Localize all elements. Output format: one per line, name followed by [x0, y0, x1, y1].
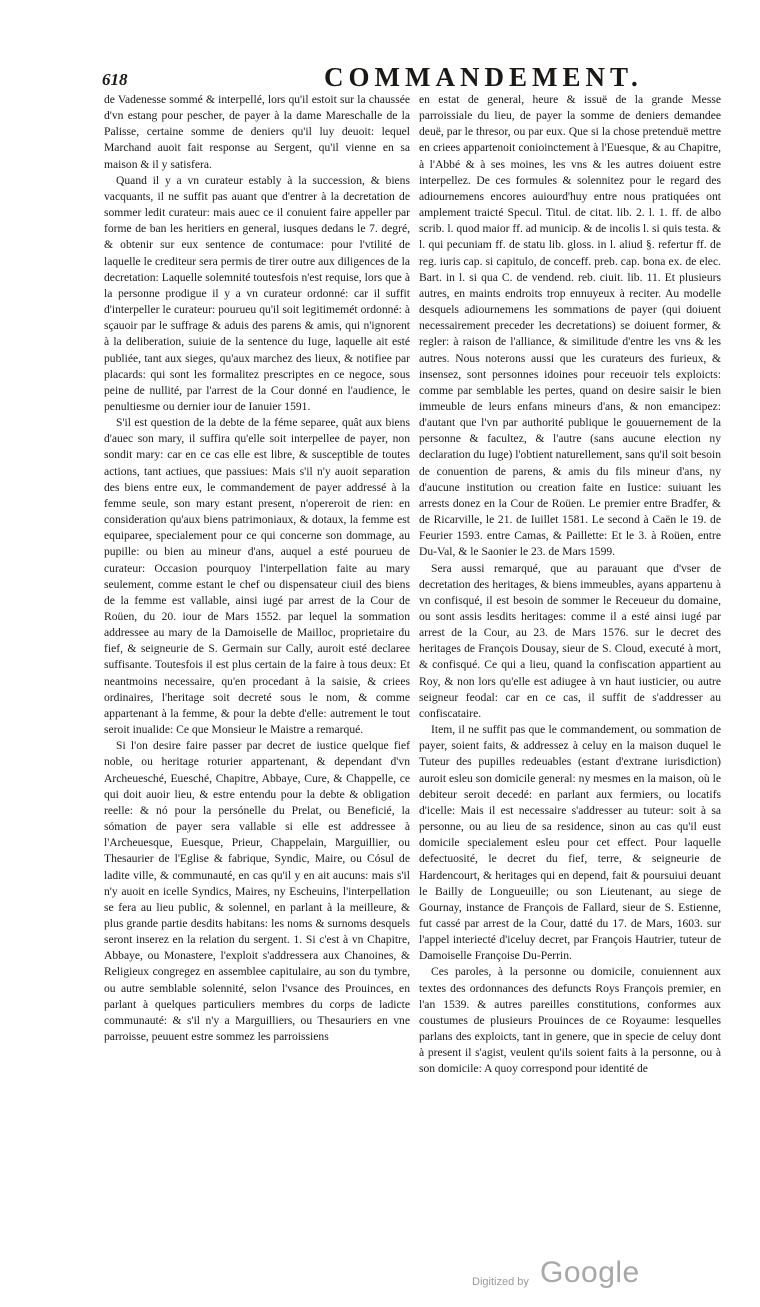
- page-number: 618: [102, 70, 128, 89]
- paragraph: Ces paroles, à la personne ou domicile, conuiennent aux textes des ordonnances des defuncts Roys François premier, en l'an 1539. & autres pareilles constitutions, conformes aux coustumes de plusieurs Prouinces de ce Royaume: lesquelles parlans des exploicts, tant in genere, que in specie de celuy dont à present il s'agist, veulent qu'ils soient faits à la personne, ou à son domicile: A quoy correspond pour identité de: [419, 965, 721, 1076]
- google-watermark: [468, 1256, 668, 1296]
- paragraph: de Vadenesse sommé & interpellé, lors qu'il estoit sur la chaussée d'vn estang pour pescher, de payer à la dame Mareschalle de la Palisse, certaine somme de deniers qu'il luy deuoit: lequel Marchand auoit fait response au Sergent, qu'il vienne en sa maison & il y satisfera.: [104, 93, 410, 171]
- right-column: [419, 92, 721, 1252]
- left-column: [104, 92, 410, 1252]
- paragraph: Si l'on desire faire passer par decret de iustice quelque fief noble, ou heritage roturier appartenant, & dependant d'vn Archeuesché, Euesché, Chapitre, Abbaye, Cure, & Chappelle, ce qui doit auoir lieu, & estre entendu pour la debte & obligation reelle: & nó pour la persónelle du Prelat, ou Beneficié, la sómation de payer sera vallable si elle est addressee à l'Archeuesque, Euesque, Prieur, Chappelain, Marguillier, ou Thesaurier de l'Eglise & fabrique, Syndic, Maire, ou Cósul de ladite ville, & communauté, en cas qu'il y en ait aucuns: mais s'il n'y auoit en icelle Syndics, Maires, ny Escheuins, l'interpellation se fera au lieu public, & solennel, en parlant à la meilleure, & plus grande partie desdits habitans: les noms & surnoms desquels seront inserez en la relation du sergent. 1. Si c'est à vn Chapitre, Abbaye, ou Monastere, l'exploit s'addressera aux Chanoines, & Religieux congregez en assemblee capitulaire, au son du tymbre, ou autre semblable solennité, selon l'vsance des Prouinces, en parlant à quelques particuliers membres du corps de ladicte communauté: & s'il n'y a Marguilliers, ou Thesauriers en vne parroisse, peuuent estre sommez les parroissiens: [104, 739, 410, 1044]
- paragraph: Item, il ne suffit pas que le commandement, ou sommation de payer, soient faits, & addressez à celuy en la maison duquel le Tuteur des pupilles redeuables (estant d'extrane iurisdiction) auroit esleu son domicile general: ny mesmes en la maison, où le debiteur seroit decedé: en parlant aux fermiers, ou locatifs d'icelle: Mais il est necessaire s'addresser au tuteur: soit à sa personne, ou au lieu de sa residence, sinon au cas qu'il eust domicile specialement esleu pour cet effect. Pour laquelle defectuosité, le decret du fief, terre, & seigneurie de Hardencourt, & heritages qui en depend, fait & poursuiui deuant le Bailly de Longueuille; ou son Lieutenant, au siege de Gournay, instance de François de Fallard, sieur de S. Estienne, fut cassé par arrest de la Cour, datté du 17. de Mars, 1603. sur l'appel interiecté d'iceluy decret, par François Hautrier, tuteur de Damoiselle Françoise Du-Perrin.: [419, 723, 721, 963]
- paragraph: en estat de general, heure & issuë de la grande Messe parroissiale du lieu, de payer la somme de deniers demandee deuë, par le thresor, ou par eux. Que si la chose pretenduë mettre en criees appartenoit conioinctement à l'Euesque, & au Chapitre, à l'Abbé & à ses moines, les vns & les autres doiuent estre interpellez. De ces formules & solennitez pour le regard des adiournemens encores auiourd'huy entre nous pratiquées ont amplement traicté Specul. Titul. de citat. lib. 2. l. 1. ff. de albo scrib. l. quod maior ff. ad municip. & de incolis l. si quis testa. & l. qui pecuniam ff. de statu lib. gloss. in l. aliud §. refertur ff. de reg. iuris cap. si capitulo, de conceff. preb. cap. bona ex. de elec. Bart. in l. si qua C. de vendend. reb. ciuit. lib. 11. Et plusieurs autres, en maints endroits trop ennuyeux à reciter. Au modelle desquels adiournemens les sommations de payer (qui doiuent necessairement preceder les decretations) se doiuent former, & regler: à raison de l'alliance, & similitude d'entre les vns & les autres. Nous noterons aussi que les curateurs des furieux, & insensez, sont personnes idoines pour receuoir tels exploicts: comme par semblable les pertes, quand on desire saisir le bien immeuble de leurs enfans mineurs d'ans, & non emancipez: d'autant que l'vn par authorité publique le gouuernement de la personne & facultez, & l'autre (sans aucune election ny declaration du Iuge) l'obtient naturellement, sans qu'il soit besoin de conuention de parens, & amis du fils mineur d'ans, ny d'aucune institution ou creation faite en Iustice: suiuant les arrests donez en la Cour de Roüen. Le premier entre Bradfer, & de Ricarville, le 21. de Iuillet 1581. Le second à Caën le 19. de Feurier 1593. entre Camas, & Paillette: Et le 3. à Roüen, entre Du-Val, & le Saonier le 23. de Mars 1599.: [419, 93, 721, 559]
- google-logo: Google: [540, 1256, 640, 1289]
- digitized-by-label: Digitized by: [472, 1276, 529, 1288]
- paragraph: S'il est question de la debte de la féme separee, quât aux biens d'auec son mary, il suffira qu'elle soit interpellee de payer, non sondit mary: car en ce cas elle est libre, & susceptible de toutes actions, tant actiues, que passiues: Mais s'il n'y auoit separation des biens entre eux, le commandement de payer addressé à la femme seule, son mary estant present, n'opereroit de rien: en consideration qu'aux biens patrimoniaux, & dotaux, la femme est equiparee, specialement pour ce qui concerne son dommage, au pupille: ou bien au mineur d'ans, auquel a esté pourueu de curateur: Occasion pourquoy l'interpellation faite au mary seulement, comme estant le chef ou dispensateur ciuil des biens de la femme est vallable, ainsi iugé par arrest de la Cour de Roüen, du 20. iour de Mars 1552. par lequel la sommation addressee au mary de la Damoiselle de Mailloc, proprietaire du fief, & seigneurie de S. Germain sur Cally, auroit esté declaree suffisante. Toutesfois il est plus certain de la faire à tous deux: Et neantmoins necessaire, qu'en procedant à la saisie, & criees ordinaires, l'heritage soit decreté sous le nom, & comme appartenant à la femme, & pour la debte d'elle: autrement le tout seroit inualide: Ce que Monsieur le Maistre a remarqué.: [104, 416, 410, 737]
- running-title: COMMANDEMENT.: [324, 62, 643, 92]
- paragraph: Sera aussi remarqué, que au parauant que d'vser de decretation des heritages, & biens immeubles, ayans appartenu à vn confisqué, il est besoin de sommer le Receueur du domaine, ou sont assis lesdits heritages: comme il a esté ainsi iugé par arrest de la Cour, au 23. de Mars 1576. sur le decret des heritages de François Dousay, sieur de S. Cloud, executé à mort, & confisqué. Ce qui a lieu, quand la confiscation appartient au Roy, & non lors qu'elle est adiugee à vn haut iusticier, ou autre seigneur feodal: car en ce cas, il suffit de s'addresser au confiscataire.: [419, 561, 721, 720]
- page-header: [100, 62, 712, 96]
- paragraph: Quand il y a vn curateur estably à la succession, & biens vacquants, il ne suffit pas auant que d'entrer à la decretation de sommer ledit curateur: mais auec ce il conuient faire appeller par forme de ban les heritiers en general, iusques dedans le 7. degré, & obtenir sur eux sentence de contumace: pour l'vtilité de laquelle le crediteur sera permis de tirer outre aux diligences de la decretation: Laquelle solemnité toutesfois n'est requise, lors que à la personne prodigue il y a vn curateur ordonné: car il suffit d'interpeller le curateur: pourueu qu'il soit legitimemét ordonné: à sçauoir par le suffrage & aduis des parens & amis, qui n'ignorent à la deliberation, suiuie de la sentence du Iuge, laquelle ait esté publiée, tant aux sieges, qu'aux marchez des lieux, & notifiee par placards: qui sont les formalitez prescriptes en ce negoce, sous peine de nullité, par l'arrest de la Cour donné en l'audience, le penultiesme ou dernier iour de Ianuier 1591.: [104, 173, 410, 413]
